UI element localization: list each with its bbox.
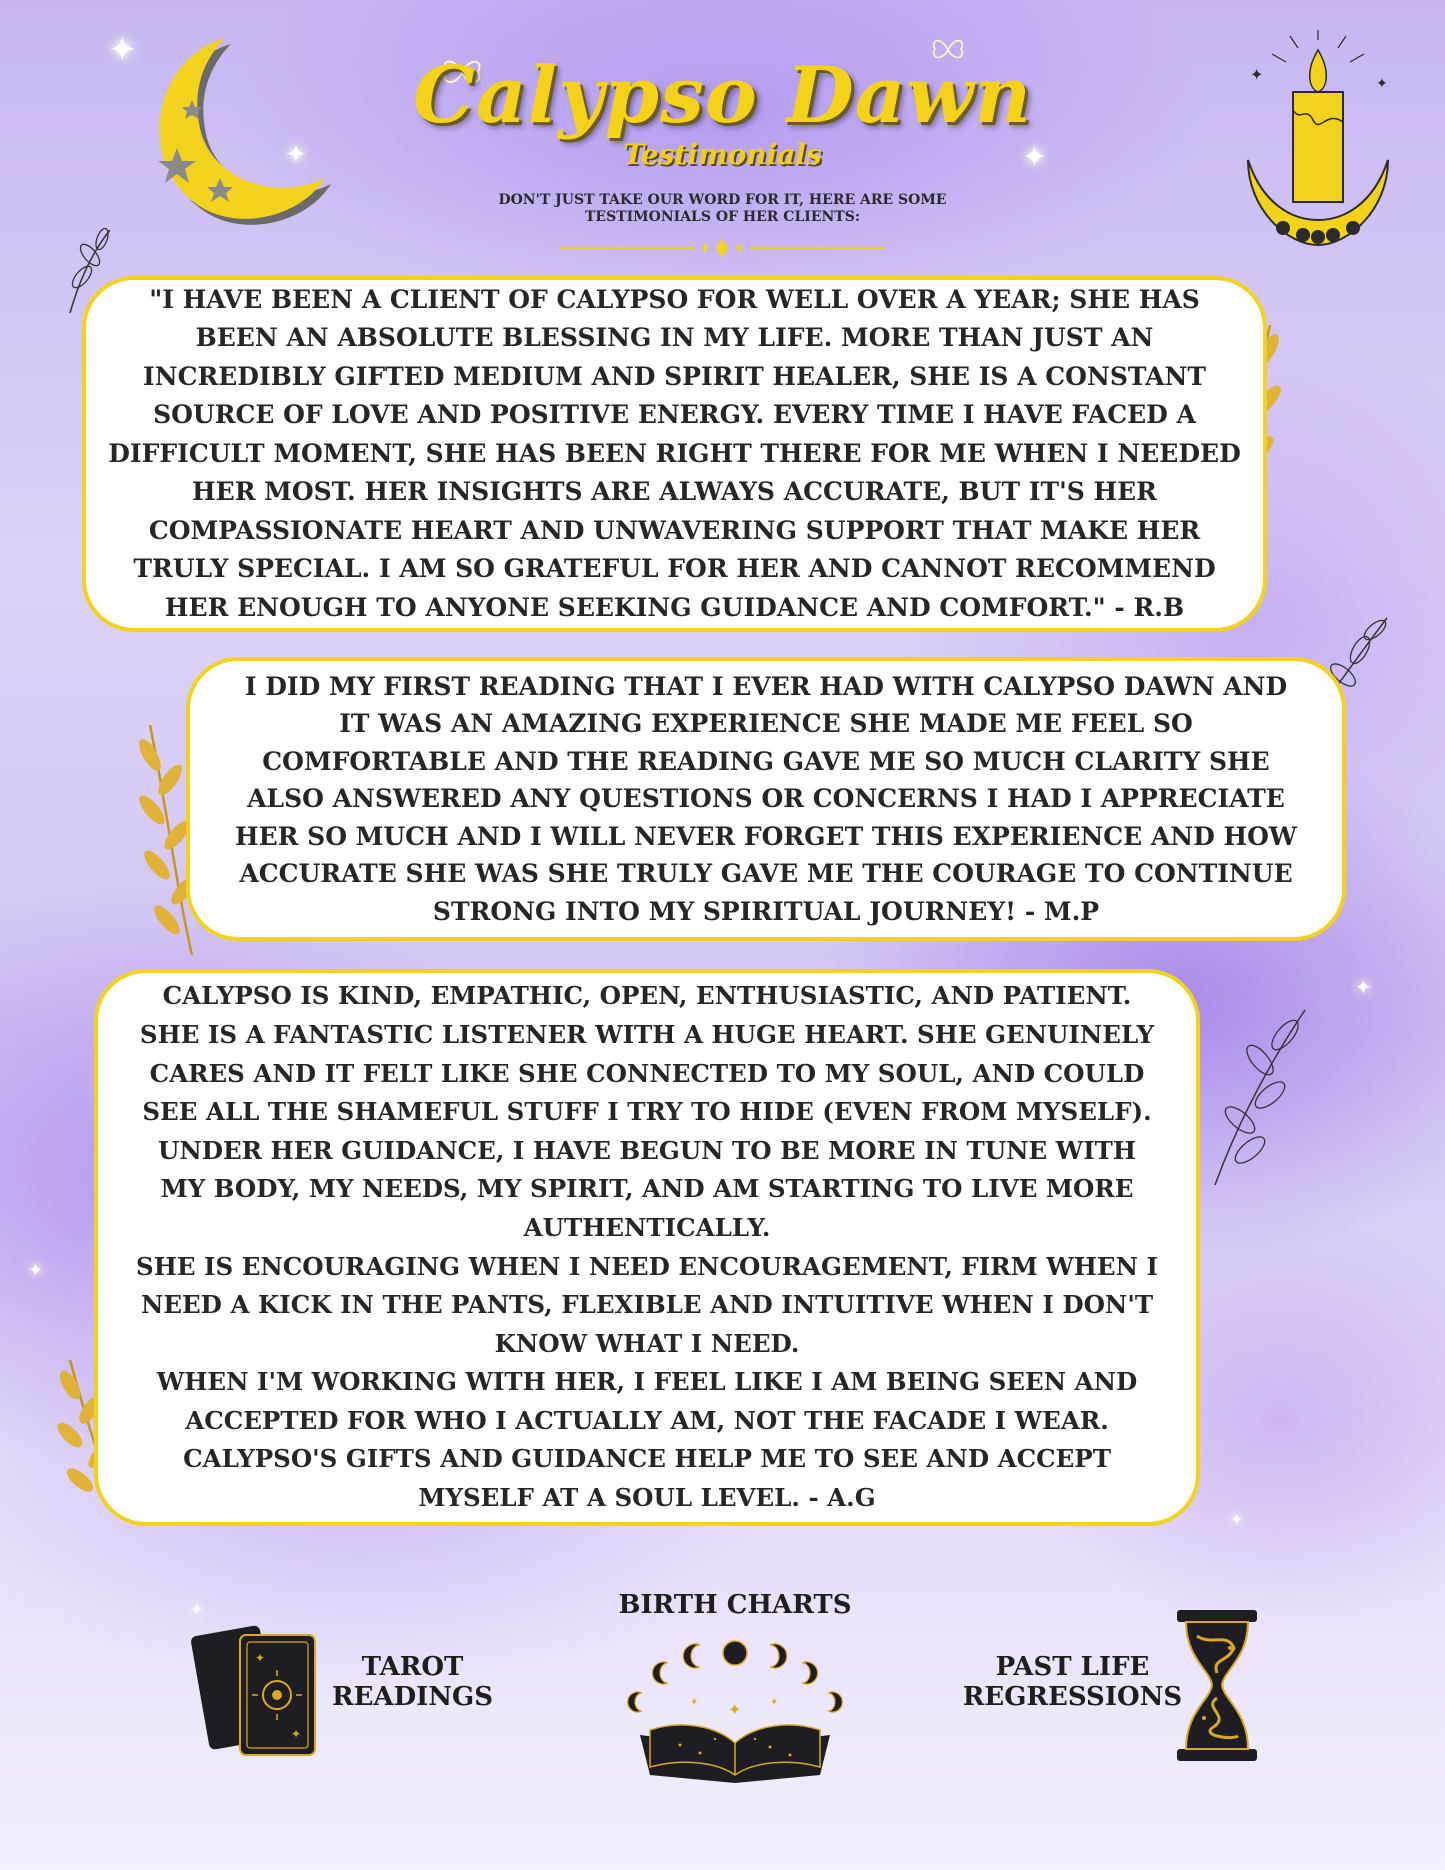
service-label-tarot: TAROT READINGS [331, 1652, 494, 1712]
testimonial-card [186, 657, 1346, 941]
sparkle-decoration: ✦ [1022, 140, 1048, 175]
intro-text: DON'T JUST TAKE OUR WORD FOR IT, HERE ARE SOME TESTIMONIALS OF HER CLIENTS: [498, 192, 947, 225]
sparkle-decoration: ✦ [108, 30, 137, 70]
testimonial-text: I DID MY FIRST READING THAT I EVER HAD WITH CALYPSO DAWN AND IT WAS AN AMAZING EXPERIENCE SHE MADE ME FEEL SO COMFORTABLE AND THE READING GAVE ME SO MUCH CLARITY SHE ALSO ANSWERED ANY QUESTIONS OR CONCERNS I HAD I APPRECIATE HER SO MUCH AND I WILL NEVER FORGET THIS EXPERIENCE AND HOW ACCURATE SHE WAS SHE TRULY GAVE ME THE COURAGE TO CONTINUE STRONG INTO MY SPIRITUAL JOURNEY! - M.P [234, 671, 1298, 926]
testimonial-text: CALYPSO IS KIND, EMPATHIC, OPEN, ENTHUSIASTIC, AND PATIENT. SHE IS A FANTASTIC LISTENER WITH A HUGE HEART. SHE GENUINELY CARES AND IT FELT LIKE SHE CONNECTED TO MY SOUL, AND COULD SEE ALL THE SHAMEFUL STUFF I TRY TO HIDE (EVEN FROM MYSELF). UNDER HER GUIDANCE, I HAVE BEGUN TO BE MORE IN TUNE WITH MY BODY, MY NEEDS, MY SPIRIT, AND AM STARTING TO LIVE MORE AUTHENTICALLY. SHE IS ENCOURAGING WHEN I NEED ENCOURAGEMENT, FIRM WHEN I NEED A KICK IN THE PANTS, FLEXIBLE AND INTUITIVE WHEN I DON'T KNOW WHAT I NEED. WHEN I'M WORKING WITH HER, I FEEL LIKE I AM BEING SEEN AND ACCEPTED FOR WHO I ACTUALLY AM, NOT THE FACADE I WEAR. CALYPSO'S GIFTS AND GUIDANCE HELP ME TO SEE AND ACCEPT MYSELF AT A SOUL LEVEL. - A.G [136, 981, 1158, 1513]
sparkle-decoration: ✦ [285, 140, 307, 170]
svg-text:✦: ✦ [770, 1697, 779, 1708]
svg-text:✦: ✦ [728, 1700, 742, 1719]
sparkle-decoration: ✦ [190, 1600, 204, 1619]
svg-text:✦: ✦ [1376, 76, 1388, 92]
ornamental-divider [560, 238, 885, 258]
sparkle-decoration: ✦ [1355, 975, 1372, 999]
tarot-cards-icon [195, 1620, 325, 1760]
sparkle-decoration: ✦ [1230, 1510, 1244, 1529]
testimonial-card [94, 969, 1200, 1526]
page-subtitle: Testimonials [623, 138, 822, 171]
svg-text:✦: ✦ [255, 1651, 266, 1665]
testimonial-text: "I HAVE BEEN A CLIENT OF CALYPSO FOR WELL OVER A YEAR; SHE HAS BEEN AN ABSOLUTE BLESSING IN MY LIFE. MORE THAN JUST AN INCREDIBLY GIFTED MEDIUM AND SPIRIT HEALER, SHE IS A CONSTANT SOURCE OF LOVE AND POSITIVE ENERGY. EVERY TIME I HAVE FACED A DIFFICULT MOMENT, SHE HAS BEEN RIGHT THERE FOR ME WHEN I NEEDED HER MOST. HER INSIGHTS ARE ALWAYS ACCURATE, BUT IT'S HER COMPASSIONATE HEART AND UNWAVERING SUPPORT THAT MAKE HER TRULY SPECIAL. I AM SO GRATEFUL FOR HER AND CANNOT RECOMMEND HER ENOUGH TO ANYONE SEEKING GUIDANCE AND COMFORT." - R.B [108, 284, 1241, 622]
leaf-branch-icon [1195, 1000, 1315, 1190]
service-label-past-life: PAST LIFE REGRESSIONS [962, 1652, 1183, 1712]
sparkle-decoration: ✦ [28, 1260, 44, 1281]
svg-text:✦: ✦ [291, 1727, 302, 1741]
svg-text:✦: ✦ [690, 1697, 699, 1708]
testimonial-card [82, 276, 1267, 632]
svg-text:✦: ✦ [1250, 65, 1264, 84]
moon-phases-book-icon [620, 1635, 850, 1785]
hourglass-icon [1172, 1608, 1262, 1763]
service-label-birth-charts: BIRTH CHARTS [618, 1590, 852, 1620]
brand-name: Calypso Dawn [412, 50, 1033, 141]
